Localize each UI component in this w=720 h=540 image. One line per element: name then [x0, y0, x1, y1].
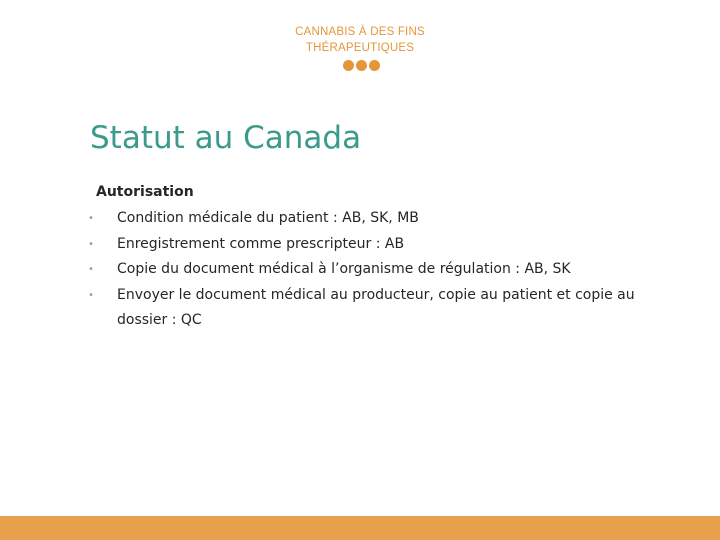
dot-icon	[356, 60, 367, 71]
list-item	[85, 232, 665, 258]
bullet-list	[85, 206, 665, 334]
list-item	[85, 257, 665, 283]
header-line-1: CANNABIS À DES FINS	[295, 26, 425, 38]
bottom-accent-bar	[0, 516, 720, 540]
dot-icon	[343, 60, 354, 71]
decorative-dots	[343, 60, 380, 71]
bullet-icon: •	[88, 213, 94, 224]
bullet-icon: •	[88, 289, 94, 301]
list-item-text: Enregistrement comme prescripteur : AB	[117, 235, 405, 252]
list-item	[85, 206, 665, 232]
bullet-icon: •	[88, 238, 94, 250]
content-body	[85, 181, 665, 334]
list-item	[85, 283, 665, 334]
dot-icon	[369, 60, 380, 71]
bullet-icon: •	[88, 264, 94, 275]
list-item-text: Envoyer le document médical au producteur, copie au patient et copie au dossier : QC	[117, 286, 635, 328]
section-subheading: Autorisation	[96, 184, 194, 200]
header-title	[0, 24, 720, 56]
header-line-2: THÉRAPEUTIQUES	[305, 42, 415, 54]
list-item-text: Copie du document médical à l’organisme de régulation : AB, SK	[117, 261, 571, 277]
list-item-text: Condition médicale du patient : AB, SK, MB	[117, 210, 419, 226]
slide-title: Statut au Canada	[90, 120, 362, 156]
